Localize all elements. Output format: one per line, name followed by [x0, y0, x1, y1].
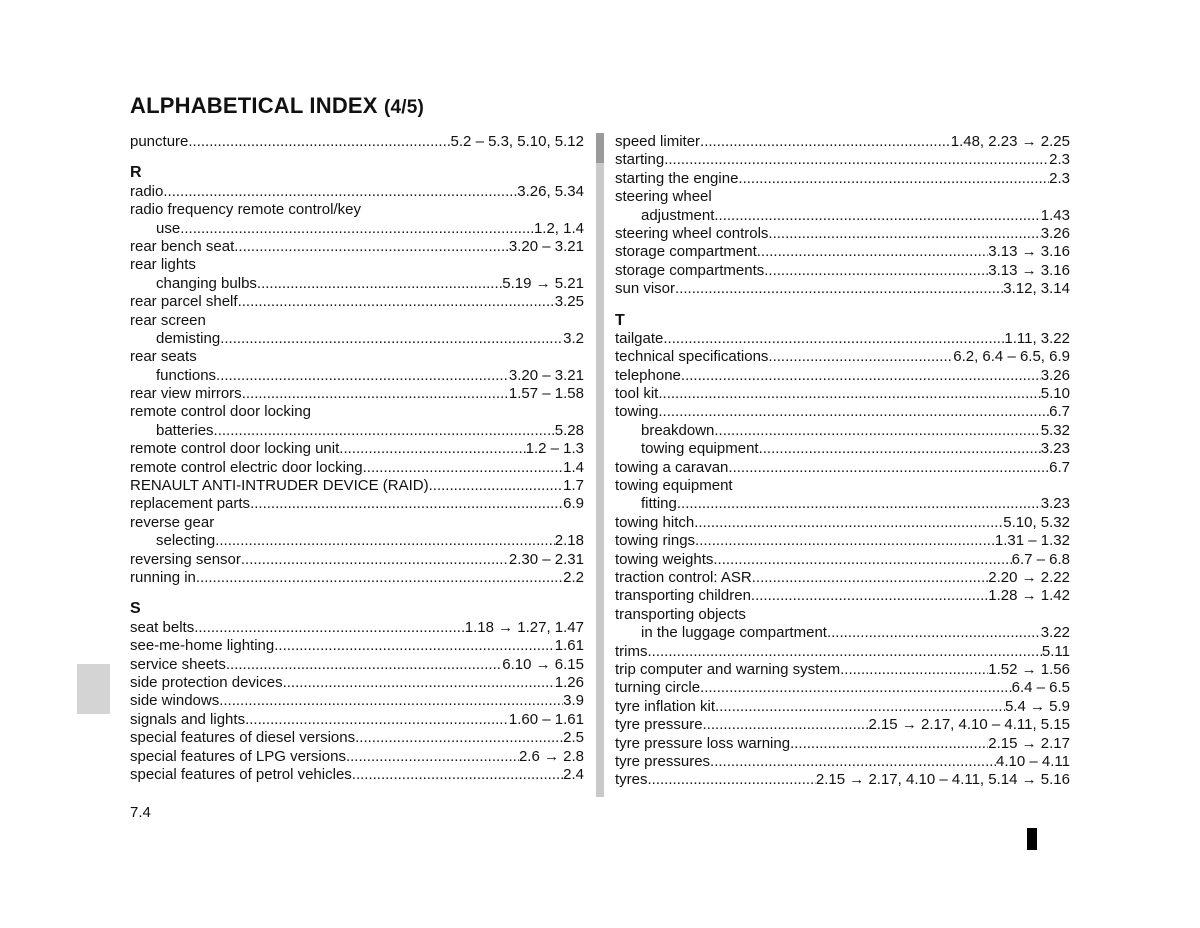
index-entry	[130, 133, 584, 151]
index-entry	[615, 330, 1070, 348]
dot-leader	[163, 183, 517, 201]
page-reference: 3.22	[1040, 624, 1070, 642]
dot-leader	[648, 771, 816, 789]
page-reference: 2.6 → 2.8	[518, 747, 584, 765]
page-edge-marker	[1027, 828, 1037, 850]
index-term: trip computer and warning system	[615, 660, 841, 678]
dot-leader	[352, 766, 563, 784]
index-term: radio	[130, 182, 164, 200]
page-reference: 2.20 → 2.22	[988, 568, 1070, 586]
index-term: towing weights	[615, 550, 714, 568]
index-term: replacement parts	[130, 495, 251, 513]
index-entry	[130, 293, 584, 311]
index-term: towing	[615, 403, 659, 421]
page-reference: 5.11	[1041, 642, 1070, 660]
page-reference: 3.20 – 3.21	[508, 366, 584, 384]
dot-leader	[220, 330, 563, 348]
index-term: tool kit	[615, 385, 659, 403]
page-reference: 1.43	[1040, 206, 1070, 224]
index-term: starting the engine	[615, 169, 739, 187]
index-term: batteries	[156, 421, 214, 439]
dot-leader	[675, 280, 1003, 298]
page-reference: 1.7	[563, 477, 584, 495]
index-entry	[130, 637, 584, 655]
index-term: demisting	[156, 329, 221, 347]
dot-leader	[695, 532, 995, 550]
dot-leader	[751, 587, 988, 605]
index-entry	[130, 477, 584, 495]
page-reference: 2.3	[1049, 169, 1070, 187]
index-term: traction control: ASR	[615, 568, 752, 586]
index-term: towing hitch	[615, 513, 695, 531]
page-reference: 2.3	[1049, 151, 1070, 169]
page-reference: 3.23	[1040, 495, 1070, 513]
index-term: side windows	[130, 692, 220, 710]
index-term: storage compartments	[615, 261, 765, 279]
dot-leader	[339, 440, 525, 458]
index-entry	[615, 569, 1070, 587]
index-entry	[130, 551, 584, 569]
dot-leader	[714, 207, 1040, 225]
page-title-part: (4/5)	[383, 97, 425, 118]
index-term: rear seats	[130, 348, 197, 366]
index-term: reverse gear	[130, 513, 215, 531]
index-entry	[130, 440, 584, 458]
page-reference: 2.30 – 2.31	[508, 550, 584, 568]
index-subentry	[130, 330, 584, 348]
index-heading	[130, 312, 584, 330]
dot-leader	[214, 422, 555, 440]
index-term: radio frequency remote control/key	[130, 201, 361, 219]
index-term: running in	[130, 568, 196, 586]
dot-leader	[194, 619, 465, 637]
index-entry	[130, 619, 584, 637]
dot-leader	[346, 748, 519, 766]
dot-leader	[768, 348, 953, 366]
index-term: speed limiter	[615, 133, 701, 150]
index-entry	[130, 748, 584, 766]
index-term: in the luggage compartment	[641, 624, 827, 642]
page-title	[130, 93, 424, 119]
index-heading	[130, 201, 584, 219]
dot-leader	[752, 569, 989, 587]
index-term: rear screen	[130, 311, 206, 329]
index-entry	[615, 262, 1070, 280]
index-term: changing bulbs	[156, 274, 257, 292]
page-title-main: ALPHABETICAL INDEX	[130, 93, 378, 118]
page-reference: 6.7	[1049, 458, 1070, 476]
index-entry	[615, 679, 1070, 697]
dot-leader	[429, 477, 564, 495]
index-entry	[615, 661, 1070, 679]
index-entry	[130, 766, 584, 784]
dot-leader	[713, 551, 1011, 569]
index-term: breakdown	[641, 421, 715, 439]
index-entry	[615, 735, 1070, 753]
index-heading	[130, 403, 584, 421]
index-term: steering wheel	[615, 188, 712, 206]
page-reference: 1.52 → 1.56	[988, 660, 1070, 678]
page-reference: 1.60 – 1.61	[508, 710, 584, 728]
section-gap	[130, 151, 584, 164]
index-term: service sheets	[130, 655, 226, 673]
page-reference: 1.31 – 1.32	[994, 532, 1070, 550]
dot-leader	[363, 459, 564, 477]
dot-leader	[790, 735, 988, 753]
chapter-tab	[77, 664, 110, 714]
index-subentry	[615, 624, 1070, 642]
page-reference: 3.9	[563, 692, 584, 710]
index-term: tyre pressure	[615, 716, 703, 734]
index-term: towing equipment	[641, 440, 759, 458]
index-term: remote control electric door locking	[130, 458, 363, 476]
page-reference: 2.15 → 2.17	[988, 734, 1070, 752]
index-term: tyre inflation kit	[615, 697, 716, 715]
page-reference: 6.7 – 6.8	[1011, 550, 1070, 568]
dot-leader	[658, 385, 1040, 403]
index-entry	[615, 551, 1070, 569]
index-entry	[615, 151, 1070, 169]
dot-leader	[664, 151, 1049, 169]
page-reference: 2.15 → 2.17, 4.10 – 4.11, 5.15	[868, 716, 1070, 734]
index-term: technical specifications	[615, 348, 769, 366]
index-term: rear lights	[130, 256, 196, 274]
page-reference: 6.9	[563, 495, 584, 513]
index-entry	[615, 367, 1070, 385]
index-term: towing equipment	[615, 477, 733, 495]
index-subentry	[130, 367, 584, 385]
section-letter: S	[130, 600, 141, 618]
index-term: tyre pressure loss warning	[615, 734, 791, 752]
index-term: use	[156, 219, 181, 237]
dot-leader	[700, 133, 951, 151]
page-reference: 4.10 – 4.11	[996, 752, 1070, 770]
index-term: towing rings	[615, 532, 696, 550]
index-term: tyres	[615, 771, 648, 789]
index-term: rear parcel shelf	[130, 293, 238, 311]
page-reference: 3.13 → 3.16	[988, 261, 1070, 279]
index-term: rear view mirrors	[130, 385, 242, 403]
dot-leader	[757, 243, 989, 261]
page-reference: 5.10, 5.32	[1003, 513, 1070, 531]
dot-leader	[234, 238, 509, 256]
index-subentry	[130, 220, 584, 238]
page-reference: 3.26	[1040, 224, 1070, 242]
index-heading	[615, 188, 1070, 206]
page-reference: 3.25	[554, 293, 584, 311]
index-entry	[615, 753, 1070, 771]
dot-leader	[703, 716, 869, 734]
dot-leader	[648, 643, 1042, 661]
dot-leader	[245, 711, 509, 729]
index-entry	[615, 243, 1070, 261]
index-term: selecting	[156, 532, 216, 550]
column-divider-top	[596, 133, 604, 163]
index-term: special features of diesel versions	[130, 729, 356, 747]
dot-leader	[764, 262, 988, 280]
page-reference: 1.57 – 1.58	[508, 385, 584, 403]
index-term: sun visor	[615, 280, 676, 298]
page-reference: 1.26	[554, 673, 584, 691]
index-entry	[615, 280, 1070, 298]
index-term: transporting objects	[615, 605, 746, 623]
index-entry	[130, 385, 584, 403]
page-reference: 2.15 → 2.17, 4.10 – 4.11, 5.14 → 5.16	[815, 771, 1070, 789]
index-entry	[130, 692, 584, 710]
index-entry	[615, 225, 1070, 243]
dot-leader	[681, 367, 1041, 385]
index-entry	[615, 716, 1070, 734]
dot-leader	[188, 133, 450, 151]
index-term: remote control door locking	[130, 403, 311, 421]
index-heading	[615, 606, 1070, 624]
page-reference: 6.7	[1049, 403, 1070, 421]
dot-leader	[677, 495, 1041, 513]
dot-leader	[728, 459, 1049, 477]
page-reference: 3.26, 5.34	[517, 182, 584, 200]
dot-leader	[710, 753, 996, 771]
index-entry	[130, 238, 584, 256]
page-reference: 6.4 – 6.5	[1011, 679, 1070, 697]
dot-leader	[768, 225, 1040, 243]
dot-leader	[196, 569, 563, 587]
page-reference: 3.12, 3.14	[1003, 280, 1070, 298]
dot-leader	[759, 440, 1041, 458]
index-term: puncture	[130, 133, 189, 150]
index-entry	[130, 656, 584, 674]
index-term: see-me-home lighting	[130, 637, 275, 655]
page-reference: 1.48, 2.23 → 2.25	[950, 133, 1070, 150]
index-subentry	[130, 532, 584, 550]
page-reference: 1.11, 3.22	[1004, 329, 1070, 347]
index-subentry	[615, 207, 1070, 225]
index-entry	[615, 587, 1070, 605]
index-term: turning circle	[615, 679, 701, 697]
index-subentry	[130, 422, 584, 440]
page-reference: 2.18	[554, 532, 584, 550]
index-entry	[130, 495, 584, 513]
column-divider	[596, 133, 604, 797]
index-entry	[615, 771, 1070, 789]
page-reference: 5.28	[554, 421, 584, 439]
page-reference: 5.32	[1040, 421, 1070, 439]
dot-leader	[257, 275, 502, 293]
page-reference: 5.2 – 5.3, 5.10, 5.12	[450, 133, 584, 150]
index-entry	[615, 385, 1070, 403]
section-gap	[130, 587, 584, 600]
index-heading	[130, 348, 584, 366]
dot-leader	[238, 293, 555, 311]
dot-leader	[274, 637, 555, 655]
index-term: side protection devices	[130, 673, 283, 691]
index-entry	[130, 711, 584, 729]
dot-leader	[283, 674, 555, 692]
section-gap	[615, 299, 1070, 312]
dot-leader	[714, 422, 1040, 440]
index-column-right	[615, 133, 1070, 790]
page-reference: 3.23	[1040, 440, 1070, 458]
index-term: rear bench seat	[130, 237, 235, 255]
index-heading	[130, 256, 584, 274]
index-term: tailgate	[615, 329, 664, 347]
index-subentry	[615, 495, 1070, 513]
index-entry	[615, 532, 1070, 550]
index-entry	[615, 514, 1070, 532]
index-term: special features of LPG versions	[130, 747, 346, 765]
page-reference: 1.28 → 1.42	[988, 587, 1070, 605]
index-term: trims	[615, 642, 648, 660]
dot-leader	[241, 551, 509, 569]
index-subentry	[130, 275, 584, 293]
page-number: 7.4	[130, 804, 151, 821]
index-subentry	[615, 440, 1070, 458]
index-entry	[615, 348, 1070, 366]
dot-leader	[355, 729, 563, 747]
index-entry	[130, 459, 584, 477]
index-entry	[615, 403, 1070, 421]
dot-leader	[180, 220, 534, 238]
section-letter: R	[130, 164, 142, 182]
index-heading	[615, 477, 1070, 495]
index-term: seat belts	[130, 618, 195, 636]
dot-leader	[694, 514, 1003, 532]
index-term: RENAULT ANTI-INTRUDER DEVICE (RAID)	[130, 477, 429, 495]
page-reference: 3.13 → 3.16	[988, 243, 1070, 261]
index-entry	[615, 643, 1070, 661]
dot-leader	[215, 532, 555, 550]
dot-leader	[827, 624, 1041, 642]
dot-leader	[250, 495, 563, 513]
page-reference: 1.61	[554, 637, 584, 655]
index-entry	[130, 569, 584, 587]
page-reference: 5.19 → 5.21	[502, 274, 584, 292]
dot-leader	[216, 367, 509, 385]
dot-leader	[715, 698, 1005, 716]
index-column-left	[130, 133, 584, 784]
index-term: storage compartment	[615, 243, 757, 261]
index-entry	[615, 170, 1070, 188]
index-term: steering wheel controls	[615, 224, 769, 242]
index-term: starting	[615, 151, 665, 169]
dot-leader	[663, 330, 1004, 348]
index-entry	[130, 674, 584, 692]
section-letter: T	[615, 311, 625, 329]
page-reference: 6.10 → 6.15	[502, 655, 584, 673]
page-reference: 2.5	[563, 729, 584, 747]
index-entry	[130, 183, 584, 201]
index-entry	[615, 698, 1070, 716]
page-reference: 6.2, 6.4 – 6.5, 6.9	[953, 348, 1070, 366]
dot-leader	[242, 385, 509, 403]
dot-leader	[700, 679, 1012, 697]
index-term: reversing sensor	[130, 550, 241, 568]
dot-leader	[840, 661, 988, 679]
index-entry	[130, 729, 584, 747]
index-term: functions	[156, 366, 217, 384]
page-reference: 3.20 – 3.21	[508, 237, 584, 255]
index-term: fitting	[641, 495, 677, 513]
page-reference: 1.4	[563, 458, 584, 476]
dot-leader	[738, 170, 1049, 188]
index-term: transporting children	[615, 587, 751, 605]
page-reference: 2.2	[563, 568, 584, 586]
index-subentry	[615, 422, 1070, 440]
index-entry	[615, 133, 1070, 151]
page-reference: 5.4 → 5.9	[1004, 697, 1070, 715]
index-heading	[130, 514, 584, 532]
page-reference: 1.2, 1.4	[533, 219, 584, 237]
page-reference: 5.10	[1040, 385, 1070, 403]
index-term: tyre pressures	[615, 752, 711, 770]
index-entry	[615, 459, 1070, 477]
page-reference: 1.18 → 1.27, 1.47	[464, 618, 584, 636]
dot-leader	[658, 403, 1049, 421]
index-term: special features of petrol vehicles	[130, 765, 352, 783]
page-reference: 3.26	[1040, 366, 1070, 384]
dot-leader	[219, 692, 563, 710]
page-reference: 2.4	[563, 765, 584, 783]
index-term: remote control door locking unit	[130, 440, 340, 458]
page-reference: 1.2 – 1.3	[525, 440, 584, 458]
page-reference: 3.2	[563, 329, 584, 347]
index-term: towing a caravan	[615, 458, 729, 476]
index-term: telephone	[615, 366, 681, 384]
index-term: signals and lights	[130, 710, 246, 728]
dot-leader	[226, 656, 502, 674]
index-term: adjustment	[641, 206, 715, 224]
